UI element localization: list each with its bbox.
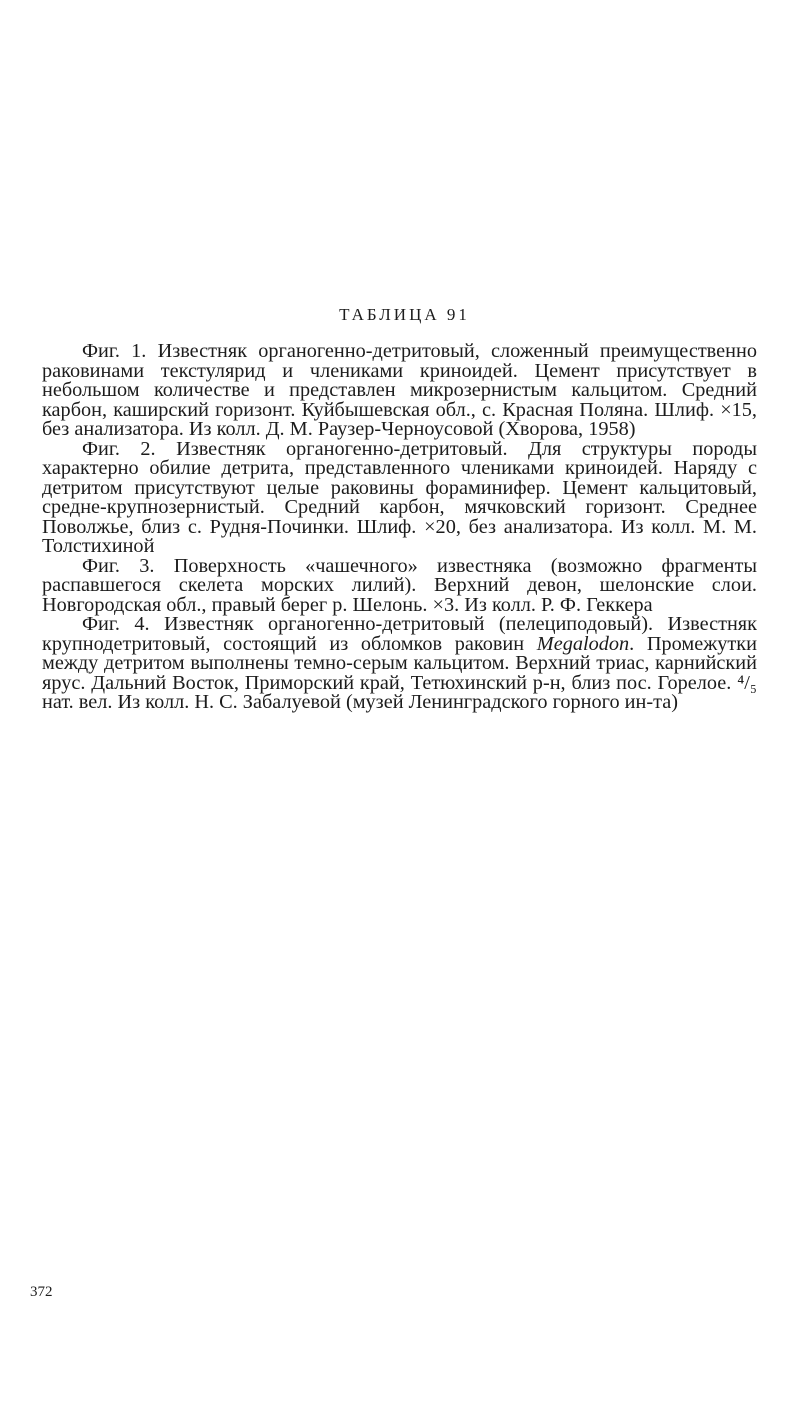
caption-label: Фиг. 2. — [82, 437, 156, 460]
table-title: ТАБЛИЦА 91 — [339, 305, 470, 324]
caption-label: Фиг. 1. — [82, 340, 147, 362]
caption-fig-4 — [42, 615, 757, 713]
caption-text: Известняк органогенно-детритовый, сложенный преимущественно раковинами текстулярид и члениками криноидей. Цемент присутствует в небольшом количестве и представлен микрозернистым кальцитом. Средний карбон, каширский горизонт. Куйбышевская обл., с. Красная Поляна. Шлиф. ×15, без анализатора. Из колл. Д. М. Раузер-Черноусовой (Хворова, 1958) — [42, 340, 757, 440]
figure-captions — [42, 342, 757, 713]
caption-label: Фиг. 4. — [82, 613, 150, 635]
caption-fig-3 — [42, 554, 758, 616]
caption-fig-2 — [42, 437, 757, 557]
caption-fig-1 — [42, 342, 757, 440]
caption-text-continued: . Промежутки между детритом выполнены темно-серым кальцитом. Верхний триас, карнийский ярус. Дальний Восток, Приморский край, Тетюхинский р-н, близ пос. Горелое. ⁴/₅ нат. вел. Из колл. Н. С. Забалуевой (музей Ленинградского горного ин-та) — [42, 632, 757, 713]
caption-label: Фиг. 3. — [82, 554, 155, 577]
caption-text: Известняк органогенно-детритовый. Для структуры породы характерно обилие детрита, представленного члениками криноидей. Наряду с детритом присутствуют целые раковины фораминифер. Цемент кальцитовый, средне-крупнозернистый. Средний карбон, мячковский горизонт. Среднее Поволжье, близ с. Рудня-Починки. Шлиф. ×20, без анализатора. Из колл. М. М. Толстихиной — [42, 437, 757, 557]
page-number: 372 — [30, 1284, 53, 1300]
genus-name: Megalodon — [536, 632, 630, 655]
caption-text: Известняк органогенно-детритовый (пелециподовый). Известняк крупнодетритовый, состоящий из обломков раковин — [42, 613, 757, 655]
caption-text: Поверхность «чашечного» известняка (возможно фрагменты распавшегося скелета морских лилий). Верхний девон, шелонские слои. Новгородская обл., правый берег р. Шелонь. ×3. Из колл. Р. Ф. Геккера — [42, 554, 758, 616]
